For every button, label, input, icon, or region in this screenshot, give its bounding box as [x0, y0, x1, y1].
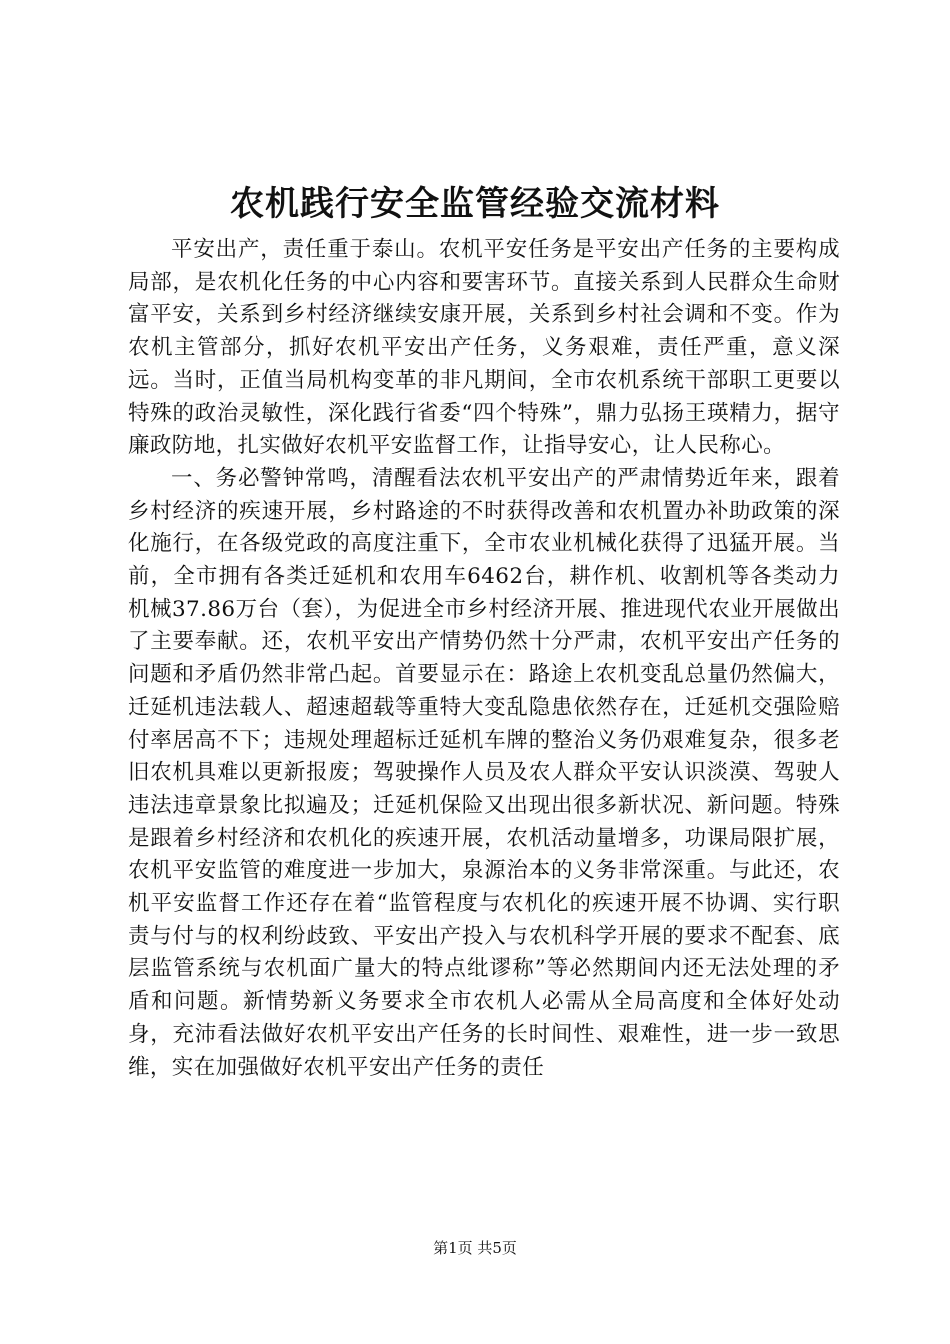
- page-footer: 第1页 共5页: [433, 1239, 517, 1257]
- document-body: [128, 234, 840, 1084]
- paragraph-section-one: 一、务必警钟常鸣，清醒看法农机平安出产的严肃情势近年来，跟着乡村经济的疾速开展，乡村路途的不时获得改善和农机置办补助政策的深化施行，在各级党政的高度注重下，全市农业机械化获得了迅猛开展。当前，全市拥有各类迁延机和农用车6462台，耕作机、收割机等各类动力机械37.86万台（套），为促进全市乡村经济开展、推进现代农业开展做出了主要奉献。还，农机平安出产情势仍然十分严肃，农机平安出产任务的问题和矛盾仍然非常凸起。首要显示在：路途上农机变乱总量仍然偏大，迁延机违法载人、超速超载等重特大变乱隐患依然存在，迁延机交强险赔付率居高不下；违规处理超标迁延机车牌的整治义务仍艰难复杂，很多老旧农机具难以更新报废；驾驶操作人员及农人群众平安认识淡漠、驾驶人违法违章景象比拟遍及；迁延机保险又出现出很多新状况、新问题。特殊是跟着乡村经济和农机化的疾速开展，农机活动量增多，功课局限扩展，农机平安监管的难度进一步加大，泉源治本的义务非常深重。与此还，农机平安监督工作还存在着“监管程度与农机化的疾速开展不协调、实行职责与付与的权利纷歧致、平安出产投入与农机科学开展的要求不配套、底层监管系统与农机面广量大的特点纰谬称”等必然期间内还无法处理的矛盾和问题。新情势新义务要求全市农机人必需从全局高度和全体好处动身，充沛看法做好农机平安出产任务的长时间性、艰难性，进一步一致思维，实在加强做好农机平安出产任务的责任: [128, 465, 840, 1080]
- document-title: 农机践行安全监管经验交流材料: [230, 184, 720, 224]
- paragraph-intro: 平安出产，责任重于泰山。农机平安任务是平安出产任务的主要构成局部，是农机化任务的中心内容和要害环节。直接关系到人民群众生命财富平安，关系到乡村经济继续安康开展，关系到乡村社会调和不变。作为农机主管部分，抓好农机平安出产任务，义务艰难，责任严重，意义深远。当时，正值当局机构变革的非凡期间，全市农机系统干部职工更要以特殊的政治灵敏性，深化践行省委“四个特殊”，鼎力弘扬王瑛精力，据守廉政防地，扎实做好农机平安监督工作，让指导安心，让人民称心。: [128, 237, 840, 459]
